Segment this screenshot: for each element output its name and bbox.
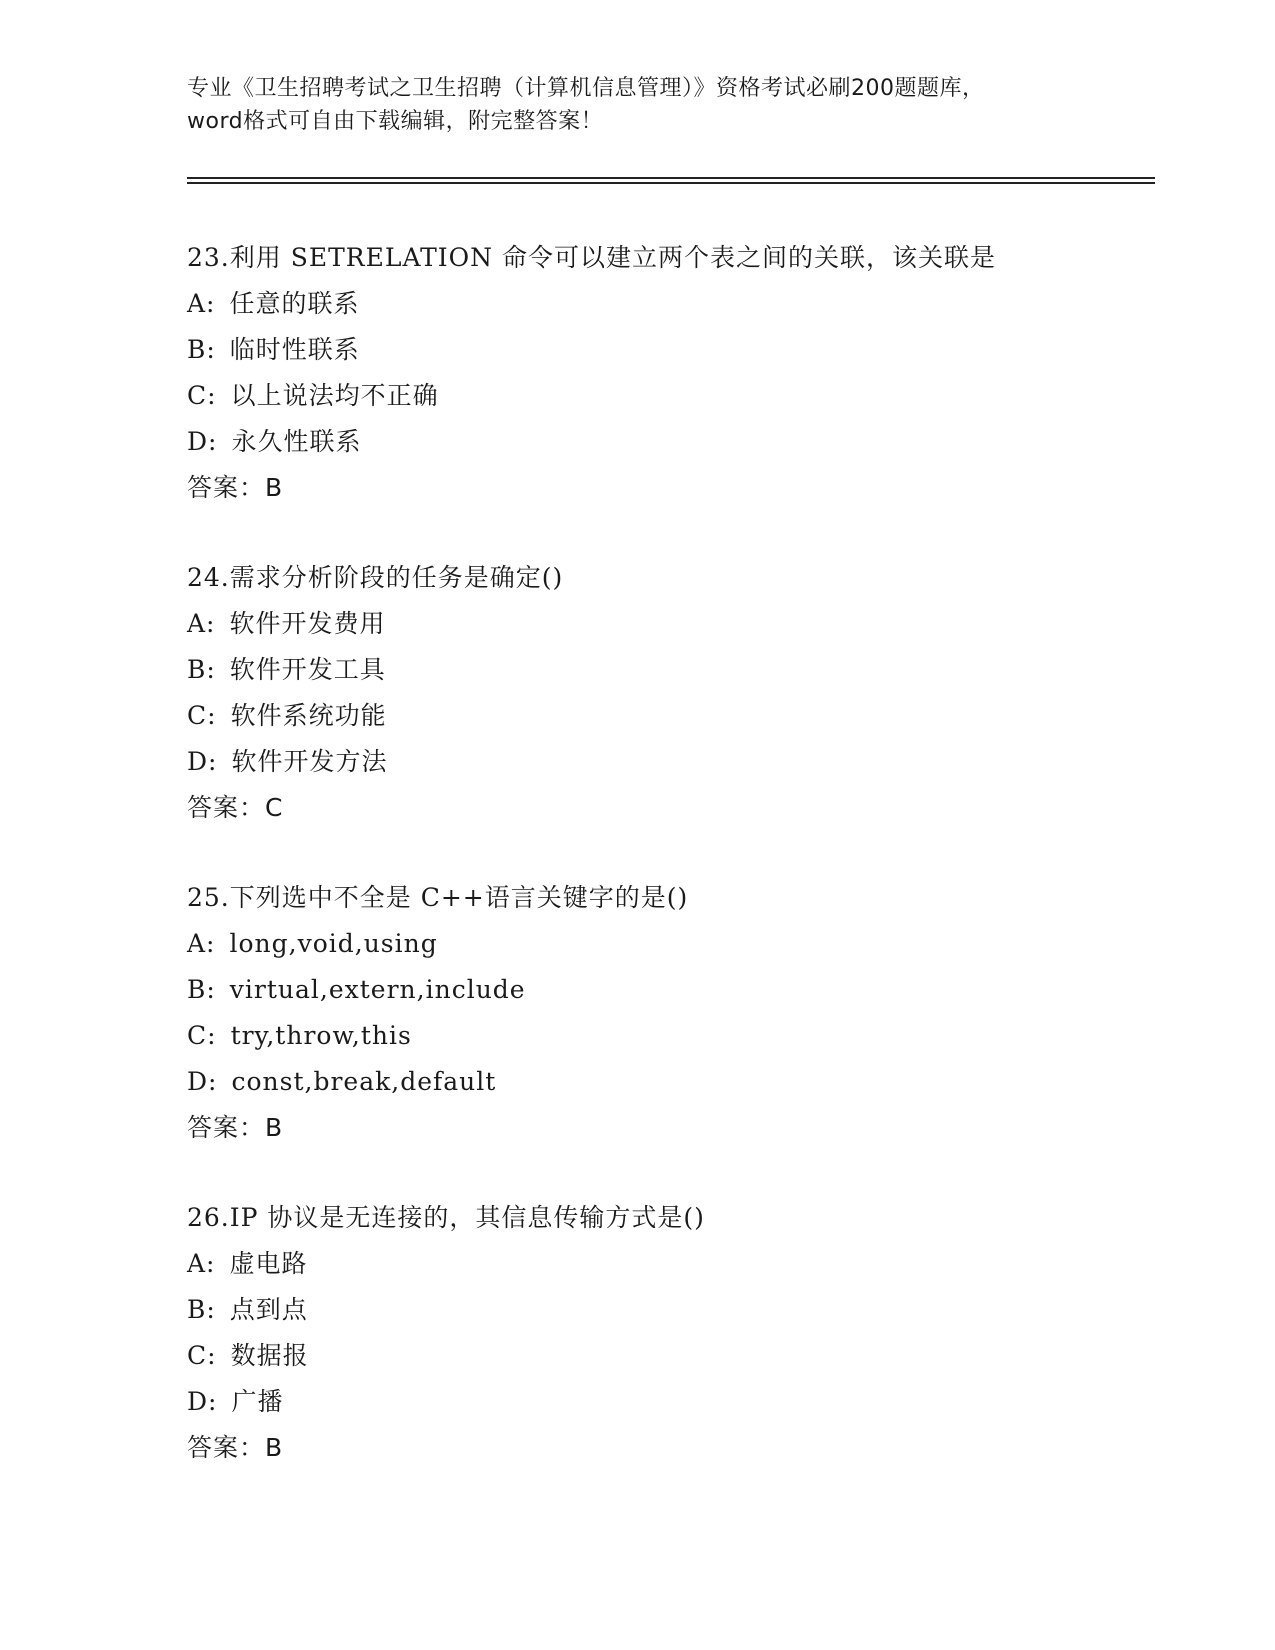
answer-line	[187, 1105, 1147, 1151]
question-number: 26.	[187, 1203, 230, 1232]
option-a	[187, 281, 1147, 327]
option-d	[187, 419, 1147, 465]
option-key: D:	[187, 427, 218, 456]
option-key: A:	[187, 289, 216, 318]
answer-line	[187, 465, 1147, 511]
option-text: 数据报	[230, 1341, 309, 1370]
question-text: IP 协议是无连接的，其信息传输方式是()	[229, 1203, 705, 1232]
question-text: 利用 SETRELATION 命令可以建立两个表之间的关联，该关联是	[229, 243, 996, 272]
option-c	[187, 1013, 1147, 1059]
option-b	[187, 967, 1147, 1013]
option-c	[187, 693, 1147, 739]
option-d	[187, 1379, 1147, 1425]
option-key: D:	[187, 747, 218, 776]
option-a	[187, 601, 1147, 647]
option-key: A:	[187, 609, 216, 638]
option-key: B:	[187, 655, 216, 684]
option-text: 软件开发方法	[231, 747, 388, 776]
question-text: 需求分析阶段的任务是确定()	[229, 563, 564, 592]
answer-label: 答案：	[187, 473, 266, 502]
option-key: A:	[187, 929, 216, 958]
question-number: 24.	[187, 563, 230, 592]
answer-label: 答案：	[187, 1433, 266, 1462]
option-key: B:	[187, 335, 216, 364]
question-item	[187, 875, 1147, 1195]
answer-value: B	[265, 473, 284, 502]
option-b	[187, 647, 1147, 693]
option-text: 软件开发费用	[229, 609, 386, 638]
option-c	[187, 1333, 1147, 1379]
question-stem	[187, 555, 1147, 601]
option-text: long,void,using	[229, 929, 438, 958]
option-key: C:	[187, 1341, 217, 1370]
option-a	[187, 921, 1147, 967]
header-line-2: word格式可自由下载编辑，附完整答案！	[187, 109, 604, 134]
question-item	[187, 555, 1147, 875]
option-text: virtual,extern,include	[229, 975, 526, 1004]
option-d	[187, 1059, 1147, 1105]
question-number: 25.	[187, 883, 230, 912]
option-text: 软件系统功能	[230, 701, 387, 730]
question-item	[187, 235, 1147, 555]
question-stem	[187, 1195, 1147, 1241]
option-b	[187, 327, 1147, 373]
option-text: 广播	[231, 1387, 284, 1416]
question-stem	[187, 875, 1147, 921]
option-text: 虚电路	[229, 1249, 308, 1278]
option-text: 软件开发工具	[229, 655, 386, 684]
answer-value: C	[265, 793, 284, 822]
option-text: 以上说法均不正确	[230, 381, 439, 410]
option-b	[187, 1287, 1147, 1333]
document-header	[187, 72, 1087, 138]
option-key: B:	[187, 1295, 216, 1324]
question-text: 下列选中不全是 C++语言关键字的是()	[229, 883, 689, 912]
option-text: try,throw,this	[230, 1021, 412, 1050]
answer-value: B	[265, 1113, 284, 1142]
option-text: 临时性联系	[229, 335, 360, 364]
option-key: C:	[187, 381, 217, 410]
option-d	[187, 739, 1147, 785]
answer-value: B	[265, 1433, 284, 1462]
header-line-1: 专业《卫生招聘考试之卫生招聘（计算机信息管理）》资格考试必刷200题题库，	[187, 76, 985, 101]
answer-label: 答案：	[187, 1113, 266, 1142]
header-divider-bottom	[187, 182, 1155, 184]
question-stem	[187, 235, 1147, 281]
option-text: 永久性联系	[231, 427, 362, 456]
option-key: C:	[187, 1021, 217, 1050]
option-a	[187, 1241, 1147, 1287]
question-list	[187, 235, 1147, 1515]
question-item	[187, 1195, 1147, 1515]
option-key: B:	[187, 975, 216, 1004]
question-number: 23.	[187, 243, 230, 272]
header-divider-top	[187, 177, 1155, 179]
option-key: D:	[187, 1387, 218, 1416]
option-text: 任意的联系	[229, 289, 360, 318]
option-c	[187, 373, 1147, 419]
option-key: C:	[187, 701, 217, 730]
option-key: A:	[187, 1249, 216, 1278]
answer-line	[187, 785, 1147, 831]
option-text: 点到点	[229, 1295, 308, 1324]
option-text: const,break,default	[231, 1067, 497, 1096]
option-key: D:	[187, 1067, 218, 1096]
answer-label: 答案：	[187, 793, 266, 822]
answer-line	[187, 1425, 1147, 1471]
